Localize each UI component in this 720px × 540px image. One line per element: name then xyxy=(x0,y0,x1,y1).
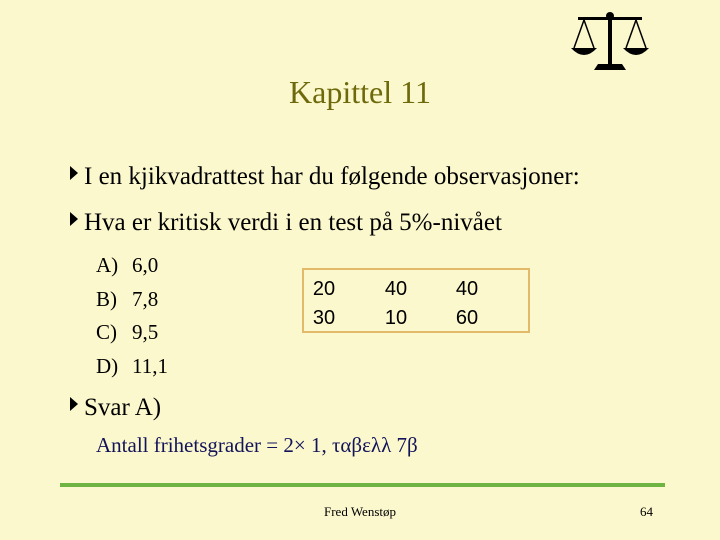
table-row xyxy=(304,307,528,333)
bullet-item xyxy=(70,209,502,237)
option-item xyxy=(96,253,168,287)
option-value: 6,0 xyxy=(132,253,159,277)
page-number: 64 xyxy=(640,504,653,519)
table-row xyxy=(304,278,528,304)
option-letter: C) xyxy=(96,320,117,344)
bullet-arrow-icon xyxy=(70,166,78,180)
option-letter: D) xyxy=(96,353,119,378)
option-value: 9,5 xyxy=(132,320,159,344)
bullet-arrow-icon xyxy=(70,397,78,411)
option-item xyxy=(96,287,168,321)
option-item xyxy=(96,354,168,388)
option-value: 11,1 xyxy=(132,353,168,378)
bullet-text: I en kjikvadrattest har du følgende observasjoner: xyxy=(84,163,580,190)
table-cell: 40 xyxy=(384,278,408,300)
option-value: 7,8 xyxy=(132,286,159,311)
degrees-of-freedom-note: Antall frihetsgrader = 2× 1, ταβελλ 7β xyxy=(96,433,418,457)
scales-of-justice-icon xyxy=(568,10,652,76)
answer-options xyxy=(96,253,168,387)
bullet-item xyxy=(70,163,580,191)
answer-bullet xyxy=(70,394,161,422)
option-item xyxy=(96,320,168,354)
table-cell: 10 xyxy=(384,307,408,329)
footer-divider xyxy=(60,483,665,487)
table-cell: 40 xyxy=(455,278,479,300)
answer-text: Svar A) xyxy=(84,394,162,421)
bullet-text: Hva er kritisk verdi i en test på 5%-nivået xyxy=(84,209,502,236)
table-cell: 60 xyxy=(455,307,479,329)
table-cell: 30 xyxy=(312,307,336,329)
table-cell: 20 xyxy=(312,278,336,300)
slide-title: Kapittel 11 xyxy=(289,74,431,110)
option-letter: A) xyxy=(96,253,119,277)
bullet-arrow-icon xyxy=(70,212,78,226)
footer-author: Fred Wenstøp xyxy=(323,504,396,519)
option-letter: B) xyxy=(96,286,117,311)
observation-table xyxy=(302,268,530,333)
